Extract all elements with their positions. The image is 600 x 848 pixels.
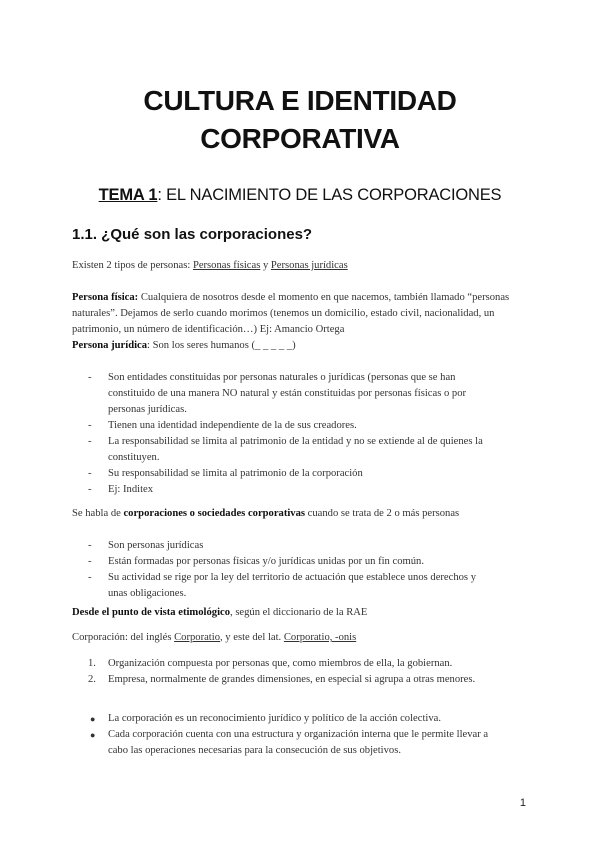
corporaciones-post: cuando se trata de 2 o más personas bbox=[305, 508, 460, 519]
list-item-text: Organización compuesta por personas que, como miembros de ella, la gobiernan. bbox=[108, 658, 453, 669]
persona-juridica-label: Persona jurídica bbox=[72, 340, 148, 351]
list-item-text: Tienen una identidad independiente de la de sus creadores. bbox=[108, 420, 357, 431]
personas-juridicas-link[interactable]: Personas jurídicas bbox=[270, 260, 348, 271]
dash-marker: - bbox=[88, 540, 92, 551]
corporaciones-pre: Se habla de bbox=[72, 508, 124, 519]
corporatio-onis-link[interactable]: Corporatio, -onis bbox=[283, 632, 357, 643]
definiciones-list bbox=[72, 656, 492, 688]
dash-marker: - bbox=[88, 436, 92, 447]
tema-heading bbox=[72, 186, 528, 205]
corporacion-mid: , y este del lat. bbox=[220, 632, 284, 643]
list-item-text: La corporación es un reconocimiento jurídico y político de la acción colectiva. bbox=[108, 713, 441, 724]
section-heading: 1.1. ¿Qué son las corporaciones? bbox=[72, 226, 313, 243]
corporaciones-paragraph bbox=[72, 506, 528, 522]
list-item-text: Cada corporación cuenta con una estructura y organización interna que le permite llevar a cabo las operaciones necesarias para la consecución de sus objetivos. bbox=[108, 729, 489, 756]
dash-marker: - bbox=[88, 372, 92, 383]
persona-fisica-text: Cualquiera de nosotros desde el momento en que nacemos, también llamado “personas naturales”. Dejamos de serlo cuando morimos (tenemos un domicilio, estado civil, nacionalidad, un patrimonio, un número de identificación…) Ej: Amancio Ortega bbox=[72, 292, 510, 335]
personas-fisicas-link[interactable]: Personas físicas bbox=[192, 260, 261, 271]
number-marker: 2. bbox=[88, 674, 96, 685]
persona-juridica-text: : Son los seres humanos (_ _ _ _ _) bbox=[147, 340, 296, 351]
corporaciones-list bbox=[72, 538, 492, 602]
page-number: 1 bbox=[519, 797, 526, 809]
intro-and: y bbox=[260, 260, 271, 271]
document-title bbox=[72, 82, 528, 158]
persona-fisica-paragraph bbox=[72, 290, 528, 338]
bullet-marker: ● bbox=[90, 730, 96, 740]
corporatio-link[interactable]: Corporatio bbox=[174, 632, 220, 643]
list-item-text: Su actividad se rige por la ley del territorio de actuación que establece unos derechos y unas obligaciones. bbox=[108, 572, 476, 599]
intro-paragraph bbox=[72, 258, 528, 274]
puntos-list bbox=[72, 711, 492, 759]
bullet-marker: ● bbox=[90, 714, 96, 724]
list-item-text: Su responsabilidad se limita al patrimonio de la corporación bbox=[108, 468, 363, 479]
dash-marker: - bbox=[88, 420, 92, 431]
intro-text: Existen 2 tipos de personas: bbox=[72, 260, 193, 271]
tema-text: : EL NACIMIENTO DE LAS CORPORACIONES bbox=[157, 186, 502, 204]
list-item-text: Son personas jurídicas bbox=[108, 540, 204, 551]
etimologia-paragraph bbox=[72, 605, 528, 621]
list-item bbox=[72, 482, 492, 498]
list-item-text: Están formadas por personas físicas y/o jurídicas unidas por un fin común. bbox=[108, 556, 424, 567]
corporacion-paragraph bbox=[72, 630, 528, 646]
list-item-text: La responsabilidad se limita al patrimonio de la entidad y no se extiende al de quienes la constituyen. bbox=[108, 436, 483, 463]
list-item bbox=[72, 554, 492, 570]
etimologia-bold: Desde el punto de vista etimológico bbox=[72, 607, 231, 618]
list-item bbox=[72, 370, 492, 418]
dash-marker: - bbox=[88, 484, 92, 495]
persona-juridica-paragraph bbox=[72, 338, 528, 354]
list-item bbox=[72, 570, 492, 602]
list-item bbox=[72, 672, 492, 688]
list-item-text: Ej: Inditex bbox=[108, 484, 154, 495]
dash-marker: - bbox=[88, 556, 92, 567]
title-line-1: CULTURA E IDENTIDAD bbox=[143, 85, 457, 116]
list-item bbox=[72, 418, 492, 434]
list-item bbox=[72, 711, 492, 727]
tema-label: TEMA 1 bbox=[98, 186, 158, 204]
corporaciones-bold: corporaciones o sociedades corporativas bbox=[123, 508, 306, 519]
list-item bbox=[72, 538, 492, 554]
list-item bbox=[72, 434, 492, 466]
list-item-text: Son entidades constituidas por personas naturales o jurídicas (personas que se han constituido de una manera NO natural y están constituidas por personas físicas o por personas jurídicas. bbox=[108, 372, 467, 415]
list-item-text: Empresa, normalmente de grandes dimensiones, en especial si agrupa a otras menores. bbox=[108, 674, 476, 685]
dash-marker: - bbox=[88, 572, 92, 583]
title-line-2: CORPORATIVA bbox=[200, 123, 400, 154]
list-item bbox=[72, 656, 492, 672]
dash-marker: - bbox=[88, 468, 92, 479]
etimologia-text: , según el diccionario de la RAE bbox=[230, 607, 368, 618]
list-item bbox=[72, 466, 492, 482]
list-item bbox=[72, 727, 492, 759]
number-marker: 1. bbox=[88, 658, 96, 669]
persona-fisica-label: Persona física: bbox=[72, 292, 139, 303]
persona-juridica-list bbox=[72, 370, 492, 498]
corporacion-pre: Corporación: del inglés bbox=[72, 632, 175, 643]
